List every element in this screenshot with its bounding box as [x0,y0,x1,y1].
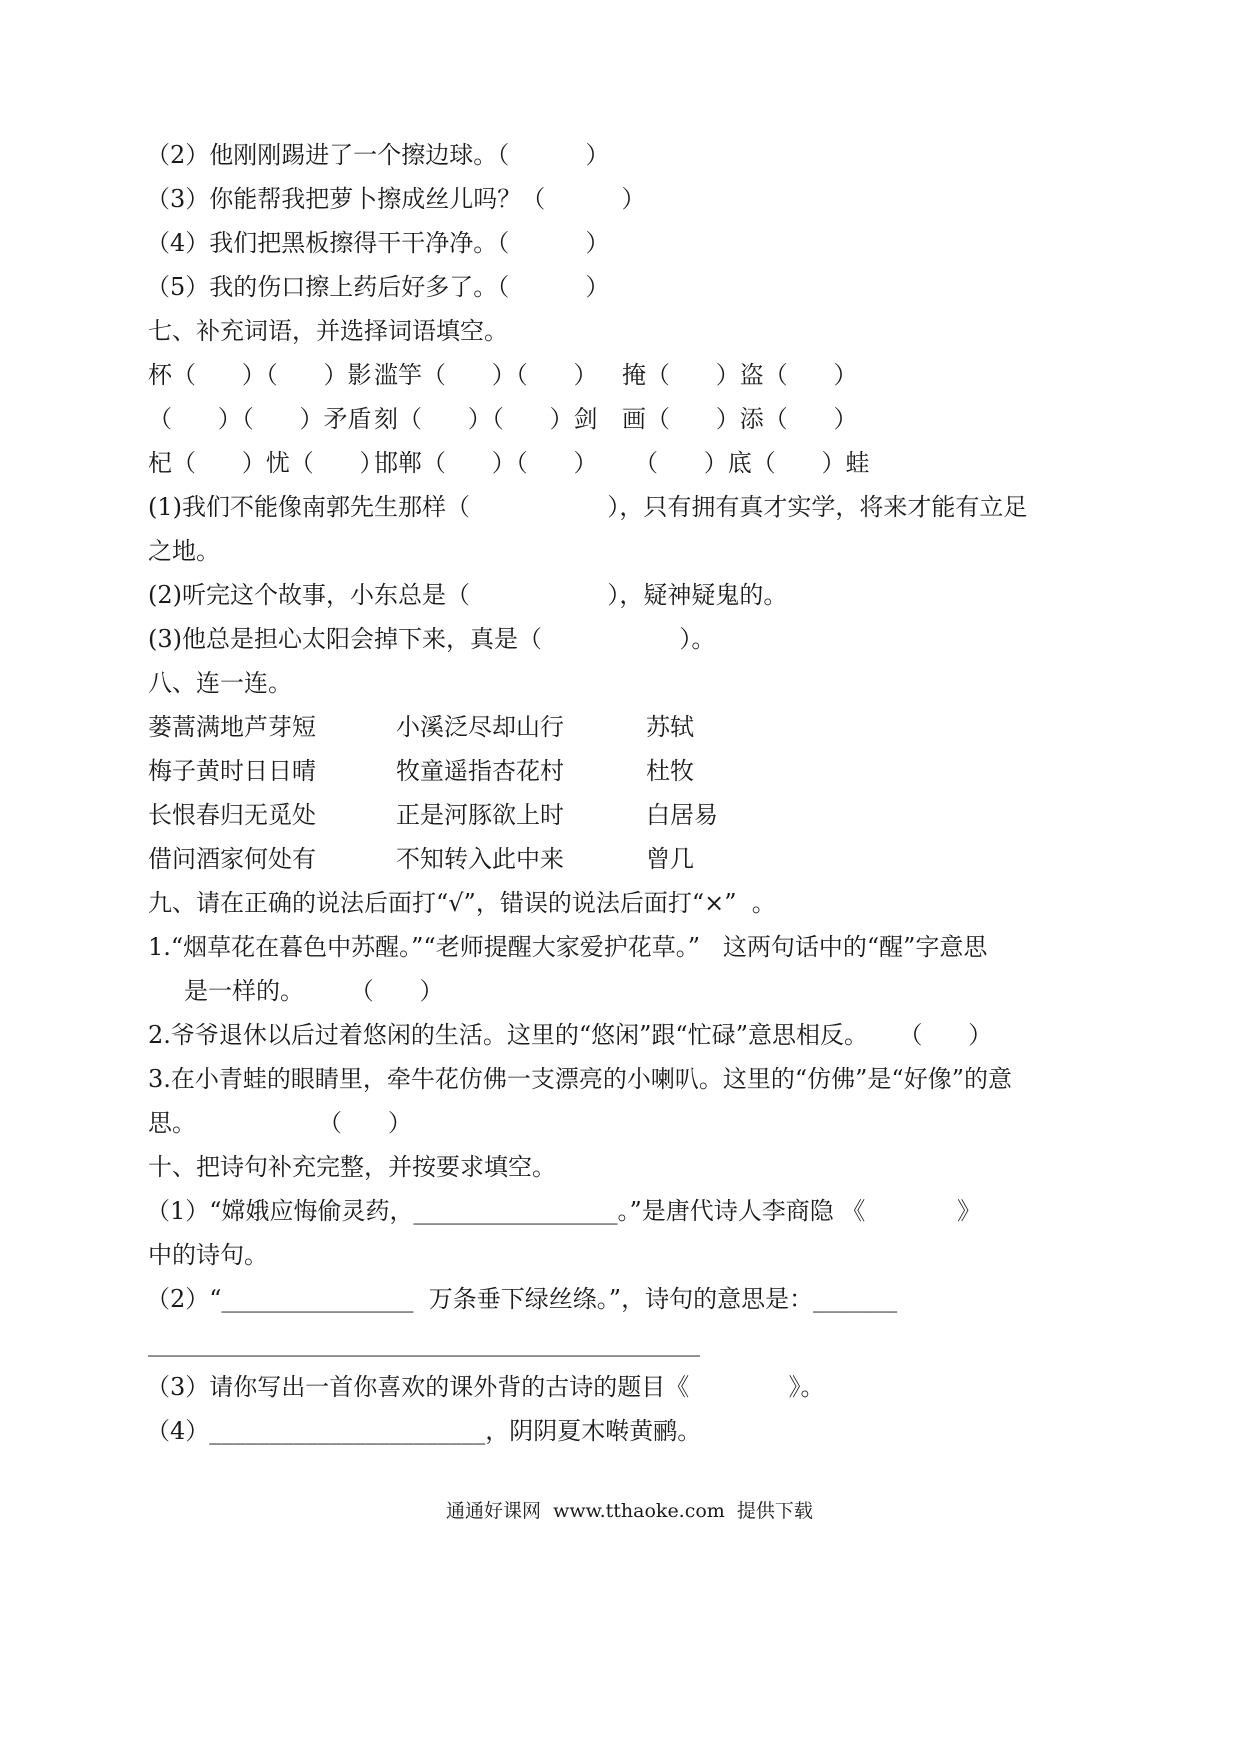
s7-word-r3c1: 杞（ ）忧（ ） [148,449,384,477]
s7-q3: (3)他总是担心太阳会掉下来，真是（ ）。 [148,625,716,653]
s9-q3-line2: 思。 （ ） [148,1109,412,1137]
s7-word-r3c3: （ ）底（ ）蛙 [634,449,870,477]
s7-word-r1c3: 掩（ ）盗（ ） [622,361,858,389]
s7-word-r1c1: 杯（ ）（ ）影 [148,361,372,389]
s8-col2-item: 小溪泛尽却山行 [396,713,564,741]
s10-q2-line1: （2）“________________ 万条垂下绿丝绦。”，诗句的意思是：_______ [146,1285,898,1313]
s10-q2-line2: ______________________________________________ [148,1329,700,1357]
section9-heading: 九、请在正确的说法后面打“√”，错误的说法后面打“×” 。 [148,889,776,917]
s10-q1-line2: 中的诗句。 [148,1241,268,1269]
s8-col1-item: 借问酒家何处有 [148,845,316,873]
page-footer: 通通好课网 www.tthaoke.com 提供下载 [446,1500,813,1522]
s7-word-r3c2: 邯郸（ ）（ ） [374,449,598,477]
s7-q1-line2: 之地。 [148,537,220,565]
s8-col1-item: 长恨春归无觅处 [148,801,316,829]
s9-q1-line1: 1.“烟草花在暮色中苏醒。”“老师提醒大家爱护花草。” 这两句话中的“醒”字意思 [148,933,988,961]
s8-col2-item: 不知转入此中来 [396,845,564,873]
s8-col3-item: 曾几 [646,845,694,873]
s7-q2: (2)听完这个故事，小东总是（ ），疑神疑鬼的。 [148,581,788,609]
s8-col3-item: 苏轼 [646,713,694,741]
section8-heading: 八、连一连。 [148,669,292,697]
section10-heading: 十、把诗句补充完整，并按要求填空。 [148,1153,556,1181]
s6-item-5: （5）我的伤口擦上药后好多了。（ ） [146,273,610,301]
s6-item-3: （3）你能帮我把萝卜擦成丝儿吗？（ ） [146,185,646,213]
s7-word-r2c3: 画（ ）添（ ） [622,405,858,433]
s8-col2-item: 正是河豚欲上时 [396,801,564,829]
s10-q3: （3）请你写出一首你喜欢的课外背的古诗的题目《 》。 [146,1373,825,1401]
s8-col3-item: 白居易 [646,801,718,829]
s6-item-4: （4）我们把黑板擦得干干净净。（ ） [146,229,610,257]
s7-word-r2c1: （ ）（ ）矛盾 [148,405,372,433]
s9-q1-line2: 是一样的。 （ ） [184,977,444,1005]
s7-word-r2c2: 刻（ ）（ ）剑 [374,405,598,433]
s9-q2: 2.爷爷退休以后过着悠闲的生活。这里的“悠闲”跟“忙碌”意思相反。 （ ） [148,1021,993,1049]
s9-q3-line1: 3.在小青蛙的眼睛里，牵牛花仿佛一支漂亮的小喇叭。这里的“仿佛”是“好像”的意 [148,1065,1012,1093]
s8-col1-item: 蒌蒿满地芦芽短 [148,713,316,741]
s8-col3-item: 杜牧 [646,757,694,785]
s10-q4: （4）_______________________，阴阴夏木啭黄鹂。 [146,1417,702,1445]
section7-heading: 七、补充词语，并选择词语填空。 [148,317,508,345]
s10-q1-line1: （1）“嫦娥应悔偷灵药，_________________。”是唐代诗人李商隐 《 》 [146,1197,981,1225]
s8-col1-item: 梅子黄时日日晴 [148,757,316,785]
s8-col2-item: 牧童遥指杏花村 [396,757,564,785]
s6-item-2: （2）他刚刚踢进了一个擦边球。（ ） [146,141,610,169]
s7-word-r1c2: 滥竽（ ）（ ） [374,361,598,389]
s7-q1-line1: (1)我们不能像南郭先生那样（ ），只有拥有真才实学，将来才能有立足 [148,493,1028,521]
